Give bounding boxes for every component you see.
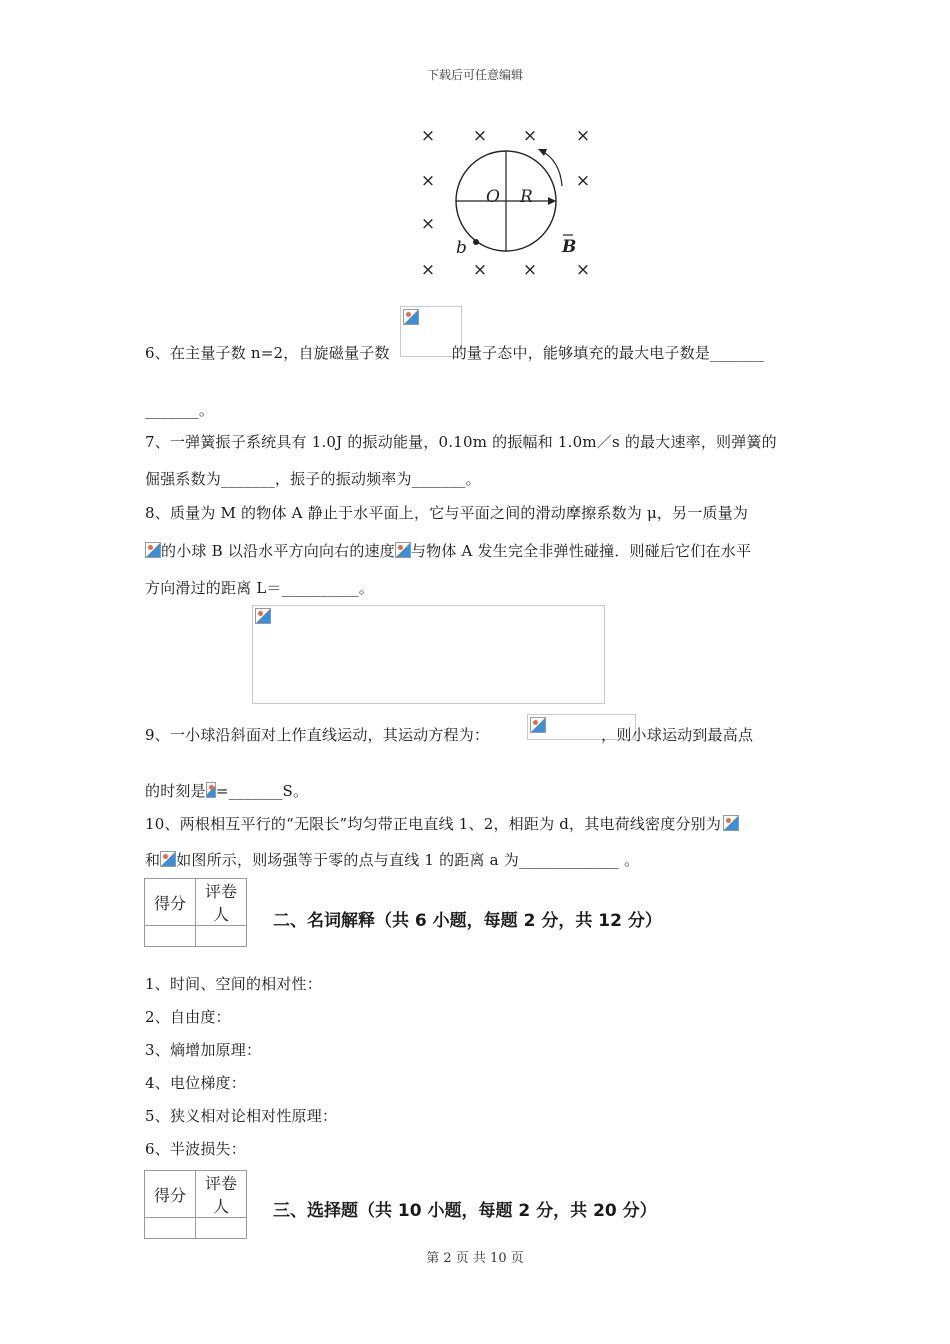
question-6-cont: _______。 xyxy=(145,401,215,419)
cross-mark: × xyxy=(472,260,488,280)
cross-mark: × xyxy=(522,126,538,146)
label-r: R xyxy=(520,187,533,207)
image-icon xyxy=(145,542,161,558)
grader-label: 评卷人 xyxy=(196,879,247,926)
cross-mark: × xyxy=(420,214,436,234)
score-label: 得分 xyxy=(145,879,196,926)
term-item: 1、时间、空间的相对性： xyxy=(145,975,322,993)
term-item: 6、半波损失： xyxy=(145,1140,246,1158)
cross-mark: × xyxy=(522,260,538,280)
figure-image-placeholder xyxy=(252,605,605,704)
question-7-line1: 7、一弹簧振子系统具有 1.0J 的振动能量，0.10m 的振幅和 1.0m／s 的最大速率，则弹簧的 xyxy=(145,433,777,451)
section-3-title: 三、选择题（共 10 小题，每题 2 分，共 20 分） xyxy=(273,1201,657,1221)
question-9-line1: 9、一小球沿斜面对上作直线运动，其运动方程为： ，则小球运动到最高点 xyxy=(145,726,754,744)
question-10-line2: 和 如图所示，则场强等于零的点与直线 1 的距离 a 为_____________ 。 xyxy=(145,851,640,869)
cross-mark: × xyxy=(420,126,436,146)
question-8-line2: 的小球 B 以沿水平方向向右的速度 与物体 A 发生完全非弹性碰撞．则碰后它们在水平 xyxy=(145,540,751,561)
page-header: 下载后可任意编辑 xyxy=(426,68,523,82)
term-item: 2、自由度： xyxy=(145,1008,231,1026)
cross-mark: × xyxy=(575,171,591,191)
label-field-b: B xyxy=(562,237,577,257)
score-box xyxy=(144,1170,247,1239)
grader-cell xyxy=(196,926,247,947)
page-footer: 第 2 页 共 10 页 xyxy=(426,1251,524,1266)
image-icon xyxy=(395,542,411,558)
term-item: 5、狭义相对论相对性原理： xyxy=(145,1107,338,1125)
image-icon xyxy=(206,782,216,798)
question-7-line2: 倔强系数为_______，振子的振动频率为_______。 xyxy=(145,470,481,488)
question-10-line1: 10、两根相互平行的“无限长”均匀带正电直线 1、2，相距为 d，其电荷线密度分别为 xyxy=(145,813,739,834)
question-8-line3: 方向滑过的距离 L＝__________。 xyxy=(145,579,374,597)
section-2-title: 二、名词解释（共 6 小题，每题 2 分，共 12 分） xyxy=(273,911,662,931)
magnetic-field-figure xyxy=(410,120,610,285)
question-9-line2: 的时刻是 =_______S。 xyxy=(145,782,309,800)
score-label: 得分 xyxy=(145,1171,196,1218)
image-icon xyxy=(723,815,739,831)
cross-mark: × xyxy=(420,260,436,280)
label-o: O xyxy=(486,187,500,207)
question-6: 6、在主量子数 n=2，自旋磁量子数 的量子态中，能够填充的最大电子数是_______ xyxy=(145,344,764,362)
grader-cell xyxy=(196,1218,247,1239)
label-b: b xyxy=(456,238,467,258)
term-item: 3、熵增加原理： xyxy=(145,1041,262,1059)
image-icon xyxy=(160,851,176,867)
cross-mark: × xyxy=(575,260,591,280)
cross-mark: × xyxy=(420,171,436,191)
term-item: 4、电位梯度： xyxy=(145,1074,246,1092)
score-cell xyxy=(145,1218,196,1239)
question-8-line1: 8、质量为 M 的物体 A 静止于水平面上，它与平面之间的滑动摩擦系数为 μ，另一质量为 xyxy=(145,504,749,522)
score-cell xyxy=(145,926,196,947)
cross-mark: × xyxy=(472,126,488,146)
grader-label: 评卷人 xyxy=(196,1171,247,1218)
image-icon xyxy=(403,309,419,325)
score-box xyxy=(144,878,247,947)
image-icon xyxy=(255,608,271,624)
cross-mark: × xyxy=(575,126,591,146)
